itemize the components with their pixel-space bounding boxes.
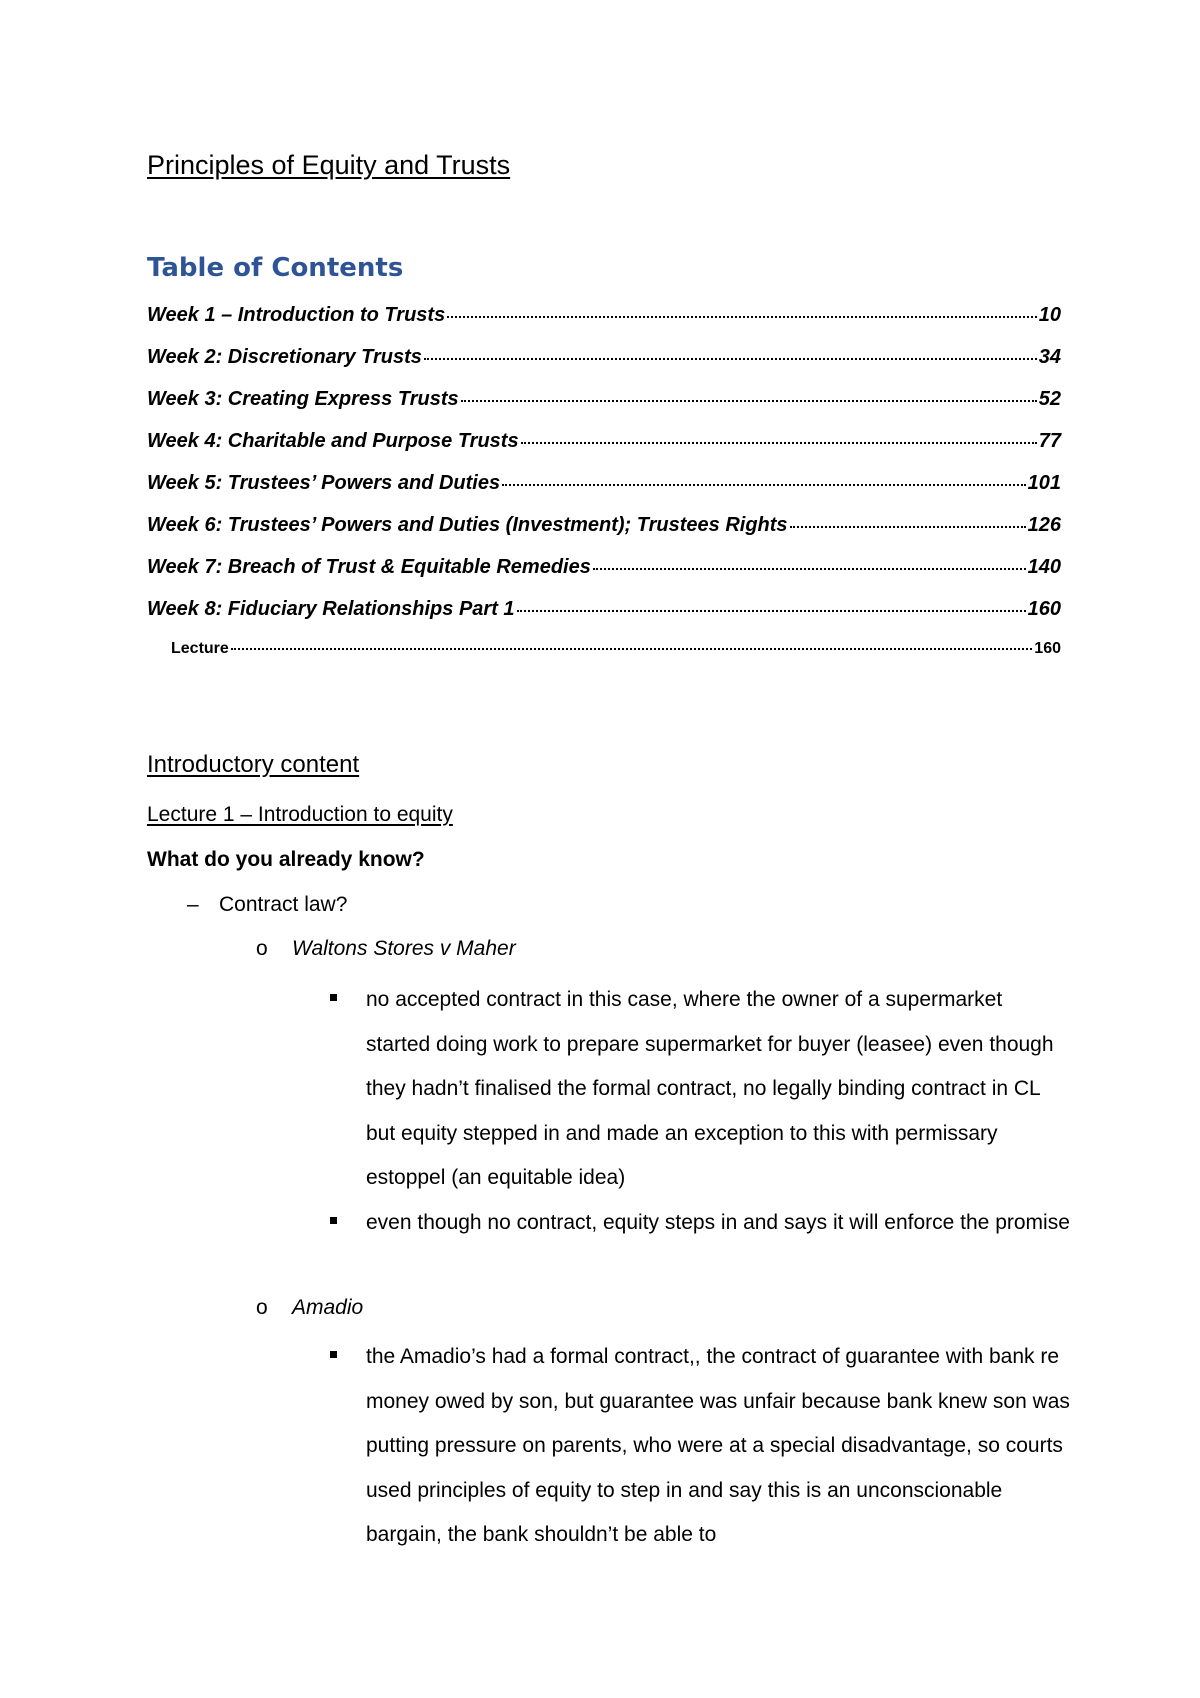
dot-leader <box>517 609 1026 612</box>
toc-entry-week-7[interactable] <box>147 556 1061 598</box>
case-point-text: the Amadio’s had a formal contract,, the contract of guarantee with bank re money owed by son, but guarantee was unfair because bank knew son was putting pressure on parents, who were at a special disadvantage, so courts used principles of equity to step in and say this is an unconscionable bargain, the bank shouldn’t be able to <box>366 1345 1070 1547</box>
toc-page-number: 77 <box>1038 430 1061 452</box>
case-point <box>330 978 1070 1201</box>
dot-leader <box>790 525 1026 528</box>
case-item-waltons <box>256 937 516 961</box>
table-of-contents <box>147 304 1061 676</box>
section-heading: Introductory content <box>147 751 360 778</box>
dot-leader <box>447 315 1037 318</box>
toc-entry-week-2[interactable] <box>147 346 1061 388</box>
question-heading: What do you already know? <box>147 848 425 871</box>
toc-page-number: 10 <box>1038 304 1061 326</box>
case-point <box>330 1201 1070 1246</box>
toc-page-number: 34 <box>1038 346 1061 368</box>
toc-entry-week-6[interactable] <box>147 514 1061 556</box>
toc-entry-week-4[interactable] <box>147 430 1061 472</box>
bullet-text: Contract law? <box>219 893 348 916</box>
lecture-heading: Lecture 1 – Introduction to equity <box>147 803 453 826</box>
dot-leader <box>521 441 1037 444</box>
case-item-amadio <box>256 1296 363 1320</box>
dot-leader <box>461 399 1037 402</box>
square-bullet-icon <box>330 1217 337 1224</box>
case-name: Waltons Stores v Maher <box>292 937 516 960</box>
case-point-text: no accepted contract in this case, where the owner of a supermarket started doing work to prepare supermarket for buyer (leasee) even though they hadn’t finalised the formal contract, no legally binding contract in CL but equity stepped in and made an exception to this with permissary estoppel (an equitable idea) <box>366 988 1054 1190</box>
dot-leader <box>231 647 1033 650</box>
square-bullet-icon <box>330 1351 337 1358</box>
toc-entry-label: Week 3: Creating Express Trusts <box>147 388 459 410</box>
toc-entry-label: Week 6: Trustees’ Powers and Duties (Investment); Trustees Rights <box>147 514 788 536</box>
toc-entry-week-1[interactable] <box>147 304 1061 346</box>
toc-entry-label: Week 1 – Introduction to Trusts <box>147 304 446 326</box>
toc-page-number: 101 <box>1027 472 1061 494</box>
toc-entry-label: Week 4: Charitable and Purpose Trusts <box>147 430 519 452</box>
case-name: Amadio <box>292 1296 364 1319</box>
toc-heading: Table of Contents <box>147 253 404 283</box>
toc-entry-week-8[interactable] <box>147 598 1061 640</box>
dot-leader <box>593 567 1026 570</box>
bullet-contract-law <box>187 893 347 917</box>
square-bullet-icon <box>330 994 337 1001</box>
toc-entry-week-5[interactable] <box>147 472 1061 514</box>
case-point <box>330 1335 1070 1558</box>
toc-entry-week-3[interactable] <box>147 388 1061 430</box>
toc-page-number: 160 <box>1034 640 1061 657</box>
toc-sub-entry-lecture[interactable] <box>171 640 1061 676</box>
case-point-text: even though no contract, equity steps in and says it will enforce the promise <box>366 1211 1070 1234</box>
toc-entry-label: Week 5: Trustees’ Powers and Duties <box>147 472 501 494</box>
dot-leader <box>424 357 1037 360</box>
dot-leader <box>502 483 1026 486</box>
document-title: Principles of Equity and Trusts <box>147 150 511 180</box>
toc-page-number: 126 <box>1027 514 1061 536</box>
toc-sub-entry-label: Lecture <box>171 640 229 657</box>
toc-page-number: 140 <box>1027 556 1061 578</box>
dash-bullet-icon: – <box>187 893 199 916</box>
toc-page-number: 160 <box>1027 598 1061 620</box>
circle-bullet-icon: o <box>256 1296 268 1319</box>
toc-entry-label: Week 8: Fiduciary Relationships Part 1 <box>147 598 515 620</box>
toc-page-number: 52 <box>1038 388 1061 410</box>
toc-entry-label: Week 7: Breach of Trust & Equitable Remedies <box>147 556 591 578</box>
circle-bullet-icon: o <box>256 937 268 960</box>
toc-entry-label: Week 2: Discretionary Trusts <box>147 346 422 368</box>
